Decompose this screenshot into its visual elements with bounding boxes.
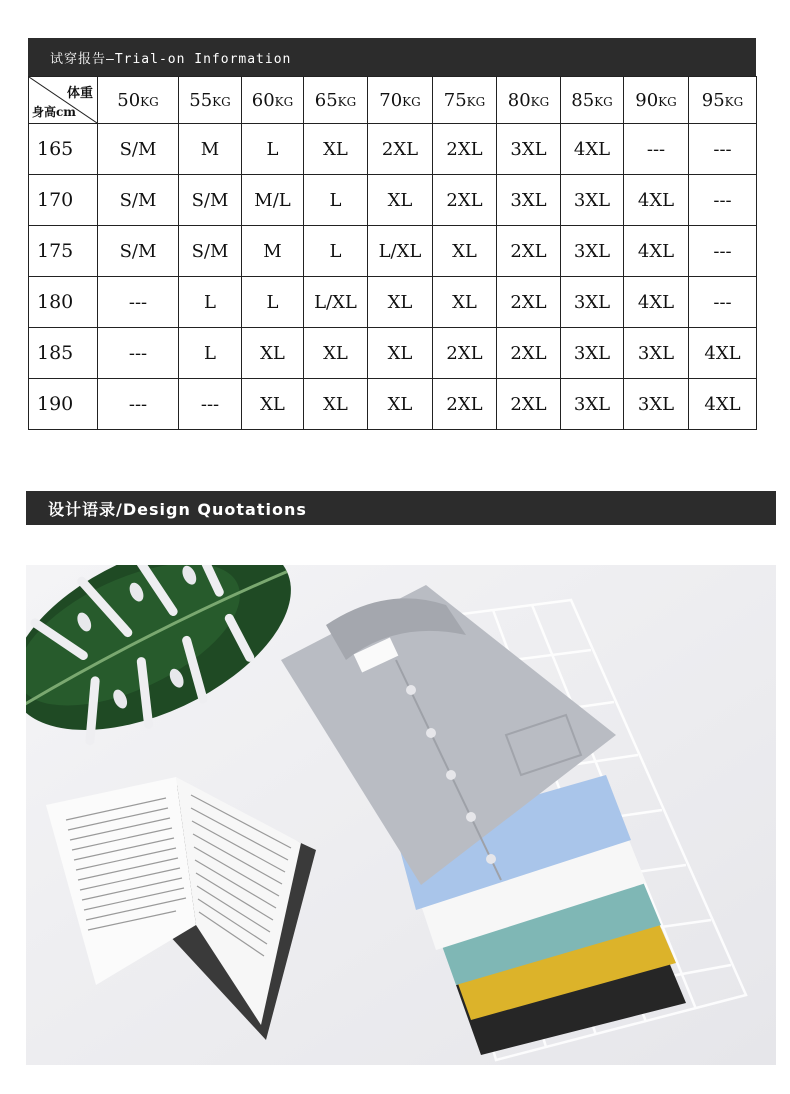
size-cell: 2XL: [497, 226, 561, 277]
size-cell: ---: [179, 379, 242, 430]
weight-header: 75KG: [433, 77, 497, 124]
size-cell: L: [304, 226, 368, 277]
size-cell: 2XL: [433, 379, 497, 430]
size-cell: XL: [304, 124, 368, 175]
size-cell: XL: [433, 226, 497, 277]
size-cell: 3XL: [561, 328, 624, 379]
table-header-row: [29, 77, 757, 124]
table-row: [29, 175, 757, 226]
size-cell: 2XL: [433, 175, 497, 226]
size-cell: ---: [689, 124, 757, 175]
height-cell: 185: [29, 328, 98, 379]
size-cell: ---: [689, 226, 757, 277]
size-cell: ---: [689, 175, 757, 226]
size-cell: 3XL: [561, 226, 624, 277]
size-cell: XL: [433, 277, 497, 328]
size-cell: 2XL: [433, 124, 497, 175]
size-cell: 2XL: [433, 328, 497, 379]
size-cell: ---: [624, 124, 689, 175]
size-cell: M/L: [242, 175, 304, 226]
size-cell: S/M: [98, 226, 179, 277]
size-cell: 3XL: [624, 328, 689, 379]
size-cell: 3XL: [561, 379, 624, 430]
size-cell: ---: [98, 379, 179, 430]
size-cell: S/M: [179, 175, 242, 226]
size-cell: 2XL: [368, 124, 433, 175]
table-row: [29, 226, 757, 277]
table-row: [29, 277, 757, 328]
size-cell: 4XL: [624, 175, 689, 226]
size-cell: 3XL: [497, 124, 561, 175]
weight-header: 85KG: [561, 77, 624, 124]
height-cell: 165: [29, 124, 98, 175]
size-cell: 4XL: [624, 226, 689, 277]
design-quotations-header: [26, 491, 776, 525]
height-cell: 175: [29, 226, 98, 277]
weight-header: 90KG: [624, 77, 689, 124]
trial-info-header: [28, 38, 756, 76]
size-cell: ---: [689, 277, 757, 328]
size-cell: 4XL: [561, 124, 624, 175]
table-row: [29, 379, 757, 430]
weight-header: 60KG: [242, 77, 304, 124]
height-cell: 170: [29, 175, 98, 226]
height-axis-label: 身高cm: [32, 105, 77, 119]
size-cell: XL: [368, 277, 433, 328]
size-table: [28, 76, 757, 430]
size-cell: XL: [368, 175, 433, 226]
weight-header: 95KG: [689, 77, 757, 124]
size-cell: L: [179, 328, 242, 379]
size-cell: S/M: [98, 124, 179, 175]
product-photo-illustration: [26, 565, 776, 1065]
size-cell: L: [242, 277, 304, 328]
height-cell: 180: [29, 277, 98, 328]
size-cell: 3XL: [497, 175, 561, 226]
weight-header: 55KG: [179, 77, 242, 124]
weight-header: 50KG: [98, 77, 179, 124]
size-cell: XL: [368, 379, 433, 430]
table-row: [29, 328, 757, 379]
size-cell: XL: [242, 379, 304, 430]
size-cell: L/XL: [368, 226, 433, 277]
size-cell: S/M: [179, 226, 242, 277]
size-cell: 2XL: [497, 328, 561, 379]
size-cell: 3XL: [561, 175, 624, 226]
height-cell: 190: [29, 379, 98, 430]
size-cell: XL: [304, 379, 368, 430]
size-cell: L: [179, 277, 242, 328]
size-cell: XL: [368, 328, 433, 379]
size-cell: XL: [242, 328, 304, 379]
size-cell: 2XL: [497, 277, 561, 328]
table-corner-cell: [29, 77, 98, 124]
size-cell: M: [179, 124, 242, 175]
size-cell: 3XL: [624, 379, 689, 430]
size-cell: L: [242, 124, 304, 175]
weight-axis-label: 体重: [66, 86, 93, 101]
size-cell: ---: [98, 328, 179, 379]
size-cell: XL: [304, 328, 368, 379]
size-cell: M: [242, 226, 304, 277]
weight-header: 80KG: [497, 77, 561, 124]
table-row: [29, 124, 757, 175]
size-cell: S/M: [98, 175, 179, 226]
weight-header: 70KG: [368, 77, 433, 124]
size-cell: ---: [98, 277, 179, 328]
size-cell: 4XL: [624, 277, 689, 328]
size-cell: 4XL: [689, 328, 757, 379]
size-cell: L: [304, 175, 368, 226]
size-cell: 3XL: [561, 277, 624, 328]
design-quotations-title: 设计语录/Design Quotations: [48, 499, 307, 519]
trial-info-title: 试穿报告—Trial-on Information: [50, 51, 292, 67]
size-cell: L/XL: [304, 277, 368, 328]
product-photo: [26, 565, 776, 1065]
weight-header: 65KG: [304, 77, 368, 124]
size-cell: 4XL: [689, 379, 757, 430]
size-cell: 2XL: [497, 379, 561, 430]
